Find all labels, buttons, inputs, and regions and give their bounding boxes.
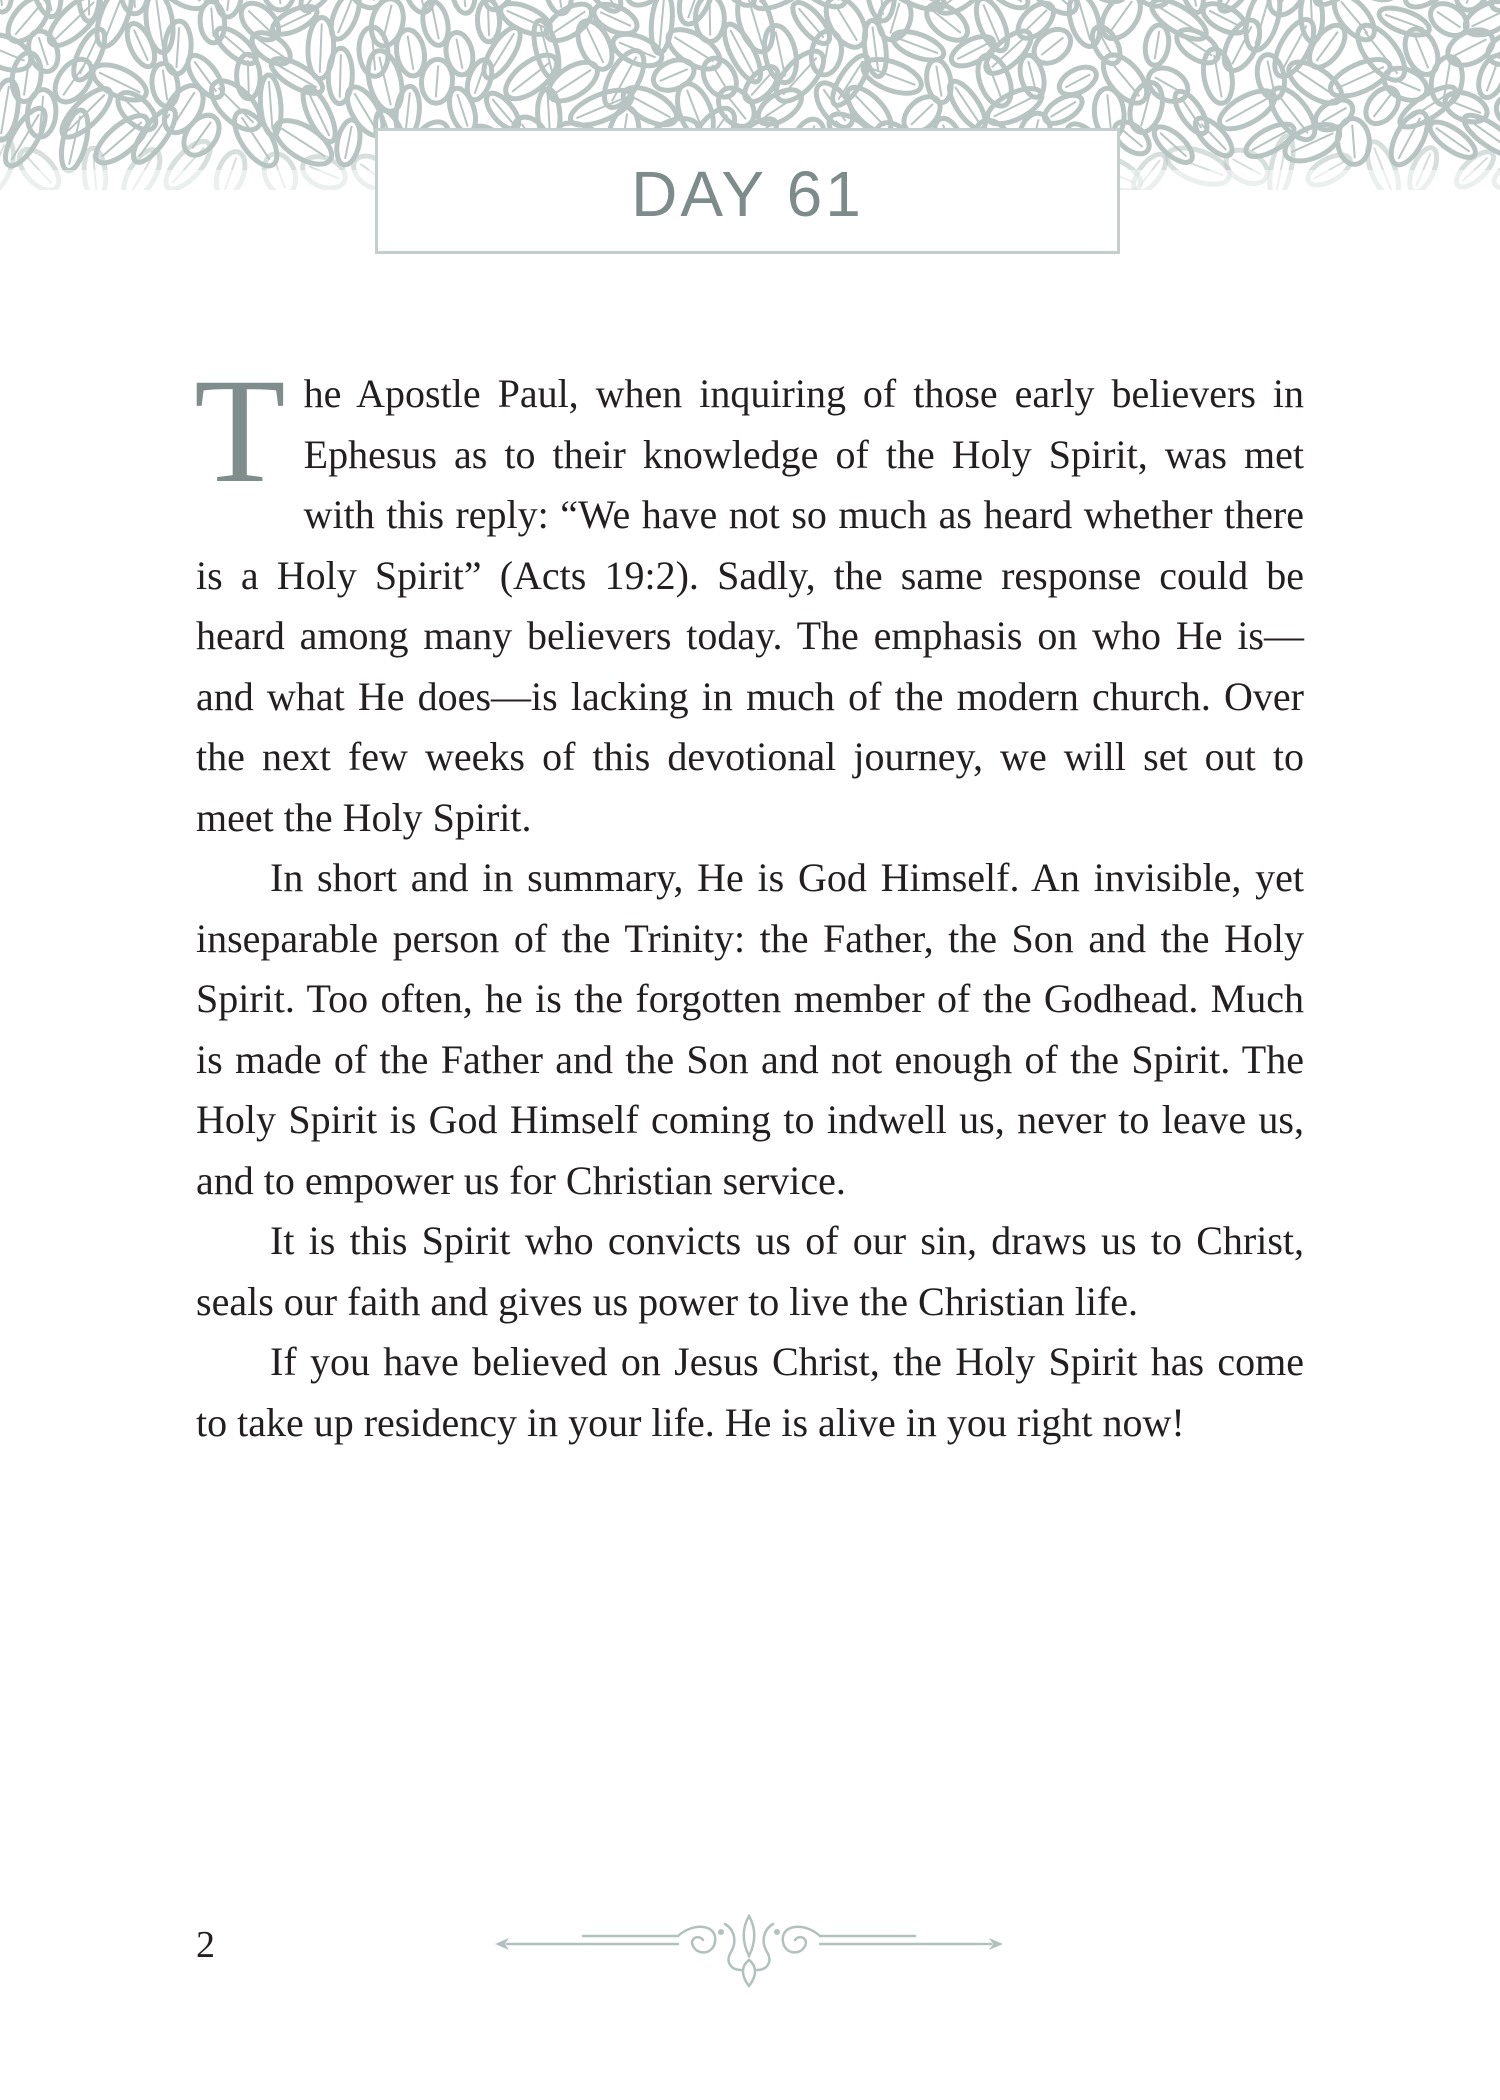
day-title-box	[375, 128, 1120, 254]
devotional-body	[194, 348, 1304, 1453]
drop-cap: T	[194, 348, 286, 514]
paragraph-1-text: he Apostle Paul, when inquiring of those early believers in Ephesus as to their knowledge of the Holy Spirit, was met with this reply: “We have not so much as heard whether there is a Holy Spirit” (Acts 19:2). Sadly, the same response could be heard among many believers today. The emphasis on who He is—and what He does—is lacking in much of the modern church. Over the next few weeks of this devotional journey, we will set out to meet the Holy Spirit.	[196, 371, 1304, 840]
paragraph-1	[194, 348, 1304, 848]
scroll-ornament-icon	[493, 1912, 1005, 1992]
page-number: 2	[196, 1924, 215, 1966]
page-title: DAY 61	[631, 158, 864, 230]
paragraph-4: If you have believed on Jesus Christ, the Holy Spirit has come to take up residency in your life. He is alive in you right now!	[196, 1339, 1304, 1445]
paragraph-2: In short and in summary, He is God Himself. An invisible, yet inseparable person of the Trinity: the Father, the Son and the Holy Spirit. Too often, he is the forgotten member of the Godhead. Much is made of the Father and the Son and not enough of the Spirit. The Holy Spirit is God Himself coming to indwell us, never to leave us, and to empower us for Christian service.	[196, 855, 1304, 1203]
paragraph-3: It is this Spirit who convicts us of our sin, draws us to Christ, seals our faith and gives us power to live the Christian life.	[196, 1218, 1304, 1324]
